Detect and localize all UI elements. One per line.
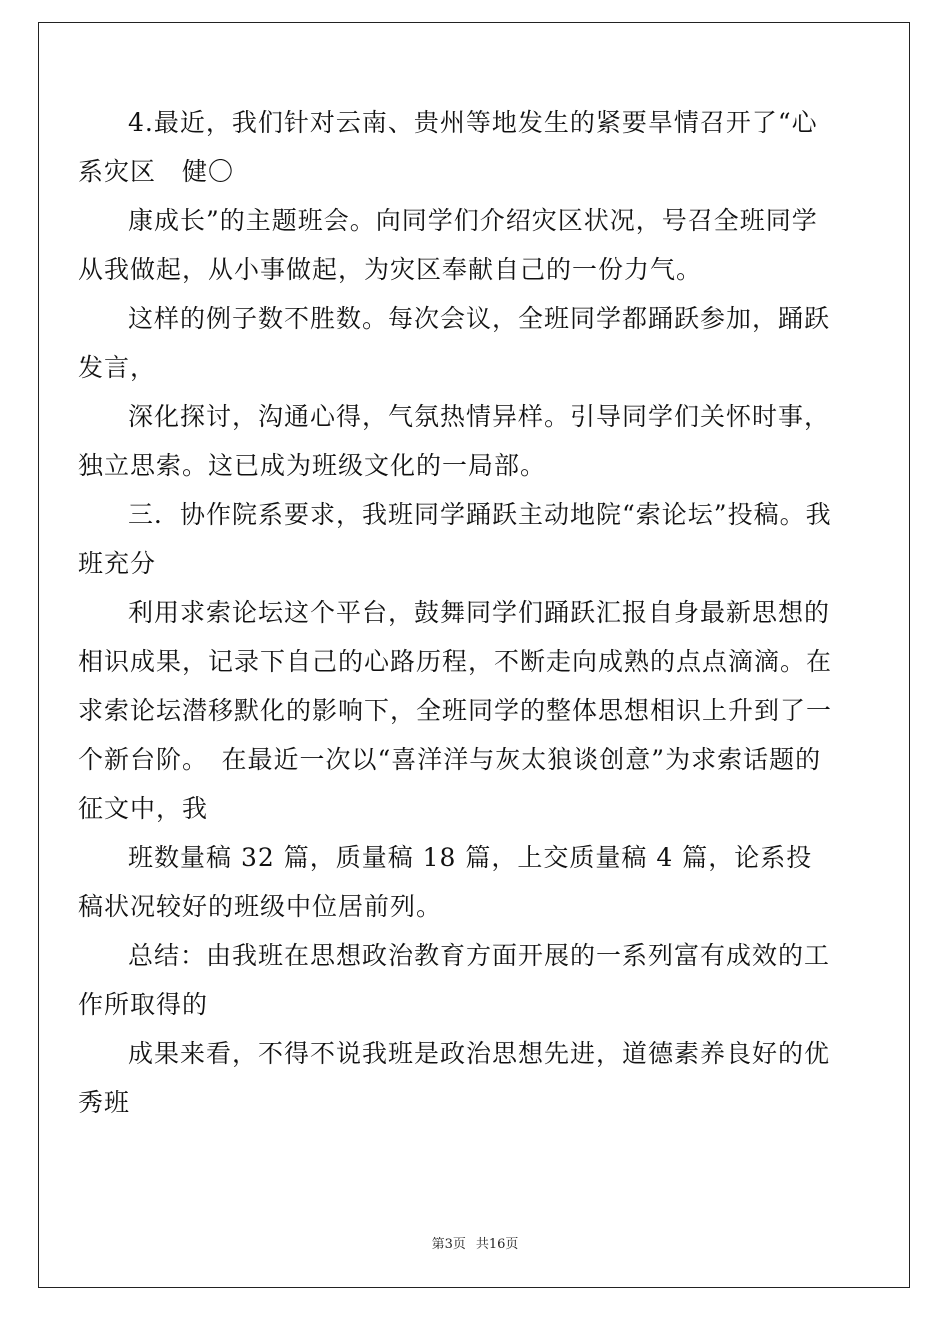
paragraph-7: 班数量稿 32 篇，质量稿 18 篇，上交质量稿 4 篇，论系投稿状况较好的班级中位居前列。 <box>78 843 813 921</box>
paragraph-2: 康成长”的主题班会。向同学们介绍灾区状况，号召全班同学从我做起，从小事做起，为灾区奉献自己的一份力气。 <box>78 206 818 284</box>
paragraph-9: 成果来看，不得不说我班是政治思想先进，道德素养良好的优秀班 <box>78 1039 831 1117</box>
paragraph-1: 4.最近，我们针对云南、贵州等地发生的紧要旱情召开了“心系灾区 健〇 <box>78 108 818 186</box>
document-body <box>78 98 834 1127</box>
page-number-total: 共16页 <box>475 1237 519 1252</box>
paragraph-6: 利用求索论坛这个平台，鼓舞同学们踊跃汇报自身最新思想的相识成果，记录下自己的心路历程，不断走向成熟的点点滴滴。在求索论坛潜移默化的影响下，全班同学的整体思想相识上升到了一个新台阶。 在最近一次以“喜洋洋与灰太狼谈创意”为求索话题的征文中，我 <box>78 598 833 823</box>
paragraph-5: 三．协作院系要求，我班同学踊跃主动地院“索论坛”投稿。我班充分 <box>78 500 832 578</box>
paragraph-8: 总结：由我班在思想政治教育方面开展的一系列富有成效的工作所取得的 <box>78 941 831 1019</box>
paragraph-3: 这样的例子数不胜数。每次会议，全班同学都踊跃参加，踊跃发言， <box>78 304 831 382</box>
page-number-current: 第3页 <box>431 1237 466 1252</box>
page-footer <box>0 1233 950 1252</box>
paragraph-4: 深化探讨，沟通心得，气氛热情异样。引导同学们关怀时事，独立思索。这已成为班级文化的一局部。 <box>78 402 831 480</box>
